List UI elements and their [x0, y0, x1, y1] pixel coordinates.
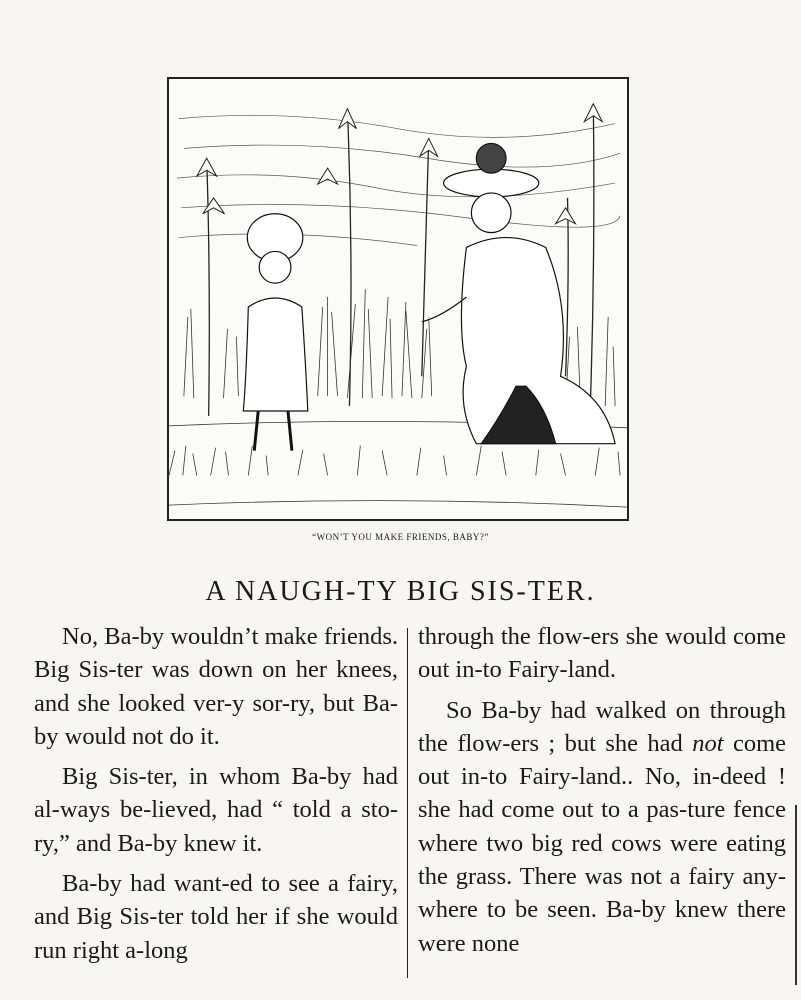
paragraph: through the flow-ers she would come out in-to Fairy-land. [418, 623, 786, 684]
column-divider [407, 628, 408, 978]
left-column [34, 620, 398, 974]
illustration-caption: “WON’T YOU MAKE FRIENDS, BABY?” [312, 532, 489, 542]
page-edge-rule [795, 805, 797, 985]
paragraph: Big Sis-ter, in whom Ba-by had al-ways be-lieved, had “ told a sto-ry,” and Ba-by knew it. [34, 763, 398, 857]
right-column [418, 620, 786, 967]
paragraph [418, 694, 786, 960]
paragraph: Ba-by had want-ed to see a fairy, and Big Sis-ter told her if she would run right a-long [34, 870, 398, 964]
text-run: come out in-to Fairy-land.. No, in-deed ! she had come out to a pas-ture fence where two big red cows were eating the grass. There was not a fairy any-where to be seen. Ba-by knew there were none [418, 729, 787, 957]
emphasized-word: not [692, 729, 724, 757]
text-run: So Ba-by had walked on through the flow-ers ; but she had [418, 696, 786, 757]
article-title: A NAUGH-TY BIG SIS-TER. [205, 576, 596, 607]
engraving-illustration [167, 77, 629, 521]
paragraph: No, Ba-by wouldn’t make friends. Big Sis-ter was down on her knees, and she looked ver-y sor-ry, but Ba-by would not do it. [34, 623, 398, 750]
engraving-drawing [169, 79, 627, 519]
